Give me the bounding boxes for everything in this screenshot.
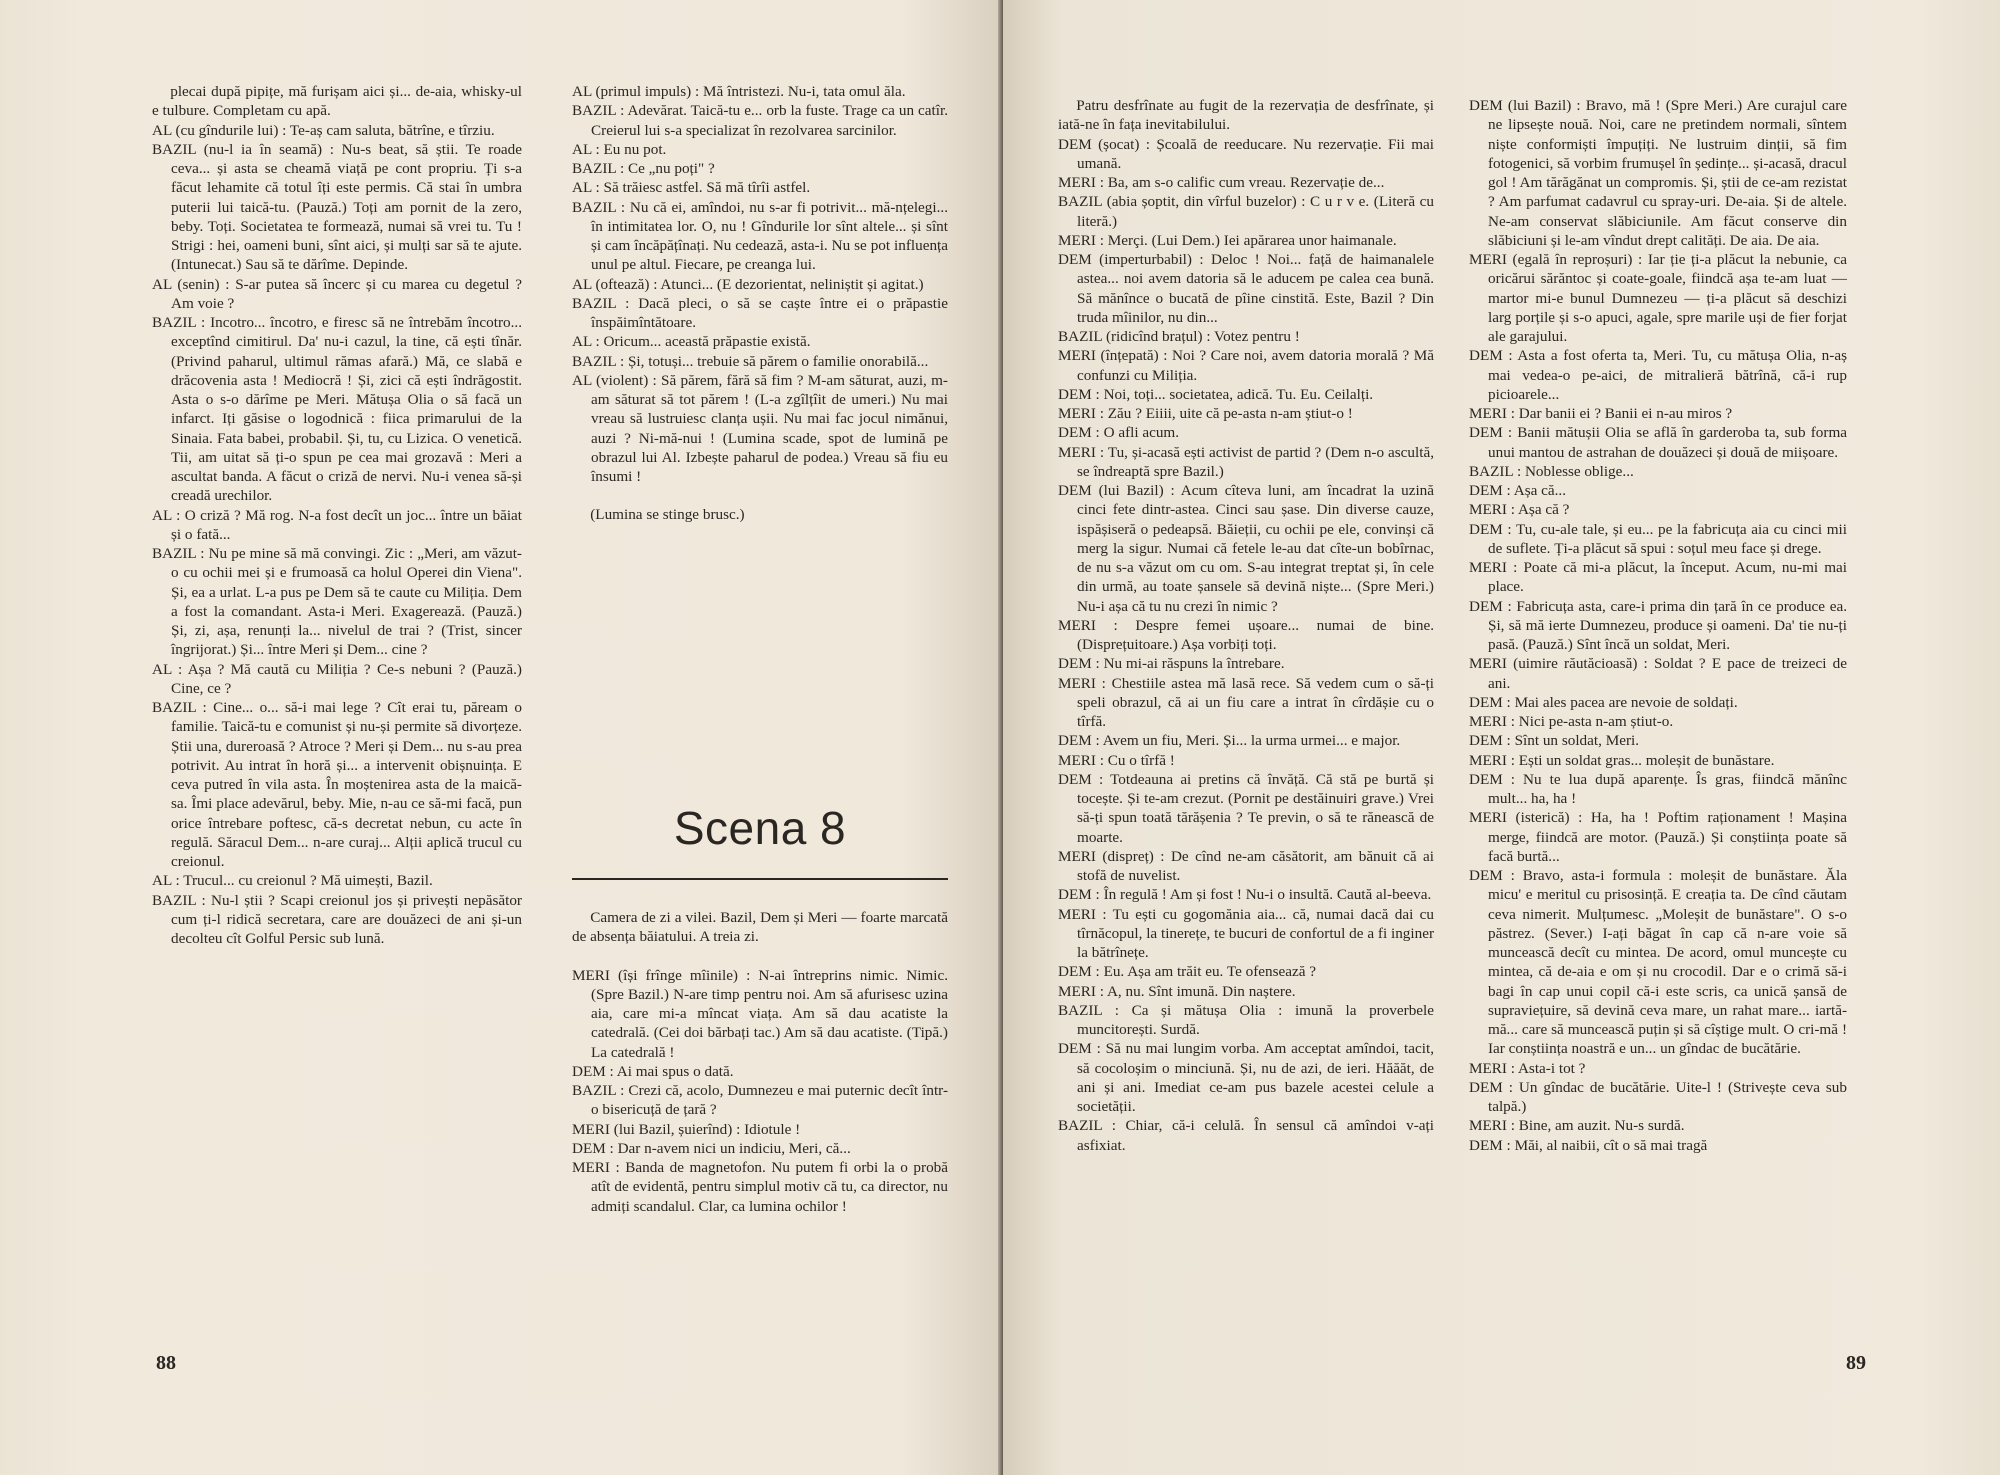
scene-rule xyxy=(572,878,948,880)
paragraph: Patru desfrînate au fugit de la rezervația de desfrînate, și iată-ne în fața inevitabilului. xyxy=(1058,97,1434,134)
paragraph: AL : O criză ? Mă rog. N-a fost decît un joc... între un băiat și o fată... xyxy=(152,506,522,543)
paragraph: DEM : Bravo, asta-i formula : moleșit de bunăstare. Ăla micu' e meritul cu prisosință. E creația ta. De cînd căutam ceva nimerit. Mulțumesc. „Moleșit de bunăstare". O s-o păstrez. (Sever.) I-ați băgat în cap că n-are voie să muncească decît cu mintea. De acord, omul muncește cu mintea, că de-aia e om și nu crocodil. Dar e o crimă să-i bagi în cap unui copil că-i este scris, ca unică șansă de supraviețuire, să devină ceva mare, un rahat mare... iartă-mă... care să muncească puțin și să cîștige mult. O cri-mă ! Iar conștiința noastră e un... un gîndac de bucătărie. xyxy=(1469,867,1847,1058)
paragraph: MERI (dispreț) : De cînd ne-am căsătorit, am bănuit că ai stofă de nuvelist. xyxy=(1058,847,1434,884)
paragraph: MERI : Așa că ? xyxy=(1469,501,1570,519)
paragraph: MERI : Merçi. (Lui Dem.) Iei apărarea unor haimanale. xyxy=(1058,231,1397,249)
paragraph: plecai după pipițe, mă furișam aici și... de-aia, whisky-ul e tulbure. Completam cu apă. xyxy=(152,83,522,120)
paragraph: BAZIL : Nu pe mine să mă convingi. Zic : „Meri, am văzut-o cu ochii mei și e frumoasă ca holul Operei din Viena". Și, ea a urlat. L-a pus pe Dem să te caute cu Miliția. Dem a fost la comandant. Asta-i Meri. Exagerează. (Pauză.) Și, zi, așa, renunți la... nivelul de trai ? (Trist, sincer îngrijorat.) Și... între Meri și Dem... cine ? xyxy=(152,545,522,659)
paragraph: MERI (își frînge mîinile) : N-ai întreprins nimic. Nimic. (Spre Bazil.) N-are timp pentru noi. Am să afurisesc uzina aia, care mi-a mîncat viața. Am să dau acatiste la catedrală. (Cei doi bărbați tac.) Am să dau acatiste. (Tipă.) La catedrală ! xyxy=(572,966,948,1061)
page-number-right: 89 xyxy=(1846,1352,1866,1374)
paragraph: AL : Eu nu pot. xyxy=(572,140,667,158)
paragraph: DEM : Măi, al naibii, cît o să mai tragă xyxy=(1469,1136,1708,1154)
paragraph: DEM (imperturbabil) : Deloc ! Noi... față de haimanalele astea... noi avem datoria să le aducem pe calea cea bună. Să mănînce o bucată de pîine cinstită. Este, Bazil ? Din truda mîinilor, nu din... xyxy=(1058,251,1434,326)
paragraph: MERI : Cu o tîrfă ! xyxy=(1058,751,1175,769)
paragraph: DEM : Ai mai spus o dată. xyxy=(572,1062,734,1080)
scene-title: Scena 8 xyxy=(673,802,847,854)
paragraph: MERI : Bine, am auzit. Nu-s surdă. xyxy=(1469,1117,1685,1135)
paragraph: AL : Oricum... această prăpastie există. xyxy=(572,333,811,351)
paragraph: BAZIL : Crezi că, acolo, Dumnezeu e mai puternic decît într-o bisericuță de țară ? xyxy=(572,1082,948,1119)
page-number-left: 88 xyxy=(156,1352,176,1374)
paragraph: DEM : Noi, toți... societatea, adică. Tu. Eu. Ceilalți. xyxy=(1058,385,1374,403)
left-text-column-2-lower xyxy=(572,908,948,1216)
paragraph: DEM : Sînt un soldat, Meri. xyxy=(1469,732,1640,750)
paragraph: DEM : Banii mătușii Olia se află în garderoba ta, sub forma unui mantou de astrahan de douăzeci și două de miișoare. xyxy=(1469,424,1847,461)
paragraph: MERI (lui Bazil, șuierînd) : Idiotule ! xyxy=(572,1120,801,1138)
paragraph: MERI : Ești un soldat gras... moleșit de bunăstare. xyxy=(1469,751,1775,769)
left-text-column-2 xyxy=(572,82,948,525)
paragraph: BAZIL : Noblesse oblige... xyxy=(1469,462,1634,480)
paragraph: MERI : Poate că mi-a plăcut, la început. Acum, nu-mi mai place. xyxy=(1469,559,1847,596)
paragraph: AL (cu gîndurile lui) : Te-aș cam saluta, bătrîne, e tîrziu. xyxy=(152,121,495,139)
paragraph: BAZIL : Ca și mătușa Olia : imună la proverbele muncitorești. Surdă. xyxy=(1058,1001,1434,1038)
paragraph: DEM : Să nu mai lungim vorba. Am acceptat amîndoi, tacit, să cocoloșim o minciună. Și, nu de azi, de ieri. Hăăăt, de ani și ani. Imediat ce-am pus bazele acestei celule a societății. xyxy=(1058,1040,1434,1115)
paragraph: AL (senin) : S-ar putea să încerc și cu marea cu degetul ? Am voie ? xyxy=(152,275,522,312)
paragraph: MERI : Tu, și-acasă ești activist de partid ? (Dem n-o ascultă, se îndreaptă spre Bazil.) xyxy=(1058,443,1434,480)
paragraph: DEM : Fabricuța asta, care-i prima din țară în ce produce ea. Și, să mă ierte Dumnezeu, produce și oameni. Da' tie nu-ți pasă. (Pauză.) Sînt încă un soldat, Meri. xyxy=(1469,597,1847,653)
paragraph: MERI : Tu ești cu gogomănia aia... că, numai dacă dai cu tîrnăcopul, la tinerețe, te bucuri de confortul de a fi inginer la bătrînețe. xyxy=(1058,905,1434,961)
paragraph: MERI : Ba, am s-o calific cum vreau. Rezervație de... xyxy=(1058,174,1385,191)
paragraph: BAZIL (ridicînd brațul) : Votez pentru ! xyxy=(1058,328,1300,345)
paragraph: BAZIL : Ce „nu poți" ? xyxy=(572,160,715,177)
right-page xyxy=(1003,0,2000,1475)
paragraph: DEM : Eu. Așa am trăit eu. Te ofensează ? xyxy=(1058,963,1317,981)
paragraph: DEM : Totdeauna ai pretins că învăță. Că stă pe burtă și tocește. Și te-am crezut. (Pornit pe destăinuiri grave.) Vrei să-ți spun toată tărășenia ? Te previn, o să te rănească de moarte. xyxy=(1058,770,1434,846)
paragraph: AL : Trucul... cu creionul ? Mă uimești, Bazil. xyxy=(152,872,433,890)
paragraph: MERI (egală în reproșuri) : Iar ție ți-a plăcut la nebunie, ca oricărui sărăntoc și coate-goale, fiindcă așa te-am luat — martor mi-e bunul Dumnezeu — ți-a plăcut să deschizi larg porțile și s-o apuci, agale, spre marile uși de fier forjat ale garajului. xyxy=(1469,251,1847,345)
paragraph: AL (primul impuls) : Mă întristezi. Nu-i, tata omul ăla. xyxy=(572,83,906,100)
paragraph: BAZIL : Nu că ei, amîndoi, nu s-ar fi potrivit... mă-nțelegi... în intimitatea lor. O, nu ! Gîndurile lor sînt altele... și sînt și cam încăpățînați. Nu cedează, asta-i. Nu se pot influența unul pe altul. Fiecare, pe creanga lui. xyxy=(572,198,948,274)
paragraph: BAZIL : Chiar, că-i celulă. În sensul că amîndoi v-ați asfixiat. xyxy=(1058,1117,1434,1154)
paragraph: (Lumina se stinge brusc.) xyxy=(590,506,745,524)
paragraph: MERI : Banda de magnetofon. Nu putem fi orbi la o probă atît de evidentă, pentru simplul motiv că tu, ca director, nu admiți scandalul. Clar, ca lumina ochilor ! xyxy=(572,1159,948,1215)
paragraph: DEM : Un gîndac de bucătărie. Uite-l ! (Strivește ceva sub talpă.) xyxy=(1469,1078,1847,1115)
paragraph: MERI : Asta-i tot ? xyxy=(1469,1059,1586,1077)
paragraph: DEM (șocat) : Școală de reeducare. Nu rezervație. Fii mai umană. xyxy=(1058,135,1434,172)
paragraph: BAZIL : Nu-l știi ? Scapi creionul jos și privești nepăsător cum ți-l ridică secretara, care are douăzeci de ani și-un decolteu cît Golful Persic sub lună. xyxy=(152,891,522,947)
right-text-column-2 xyxy=(1469,96,1847,1155)
paragraph: MERI : Zău ? Eiiii, uite că pe-asta n-am știut-o ! xyxy=(1058,405,1353,422)
paragraph: DEM : Nu te lua după aparențe. Îs gras, fiindcă mănînc mult... ha, ha ! xyxy=(1469,770,1847,807)
paragraph: BAZIL : Dacă pleci, o să se caște între ei o prăpastie înspăimîntătoare. xyxy=(572,294,948,331)
paragraph: MERI : Chestiile astea mă lasă rece. Să vedem cum o să-ți speli obrazul, că ai un fiu care a intrat în cîrdășie cu o tîrfă. xyxy=(1058,674,1434,730)
paragraph: DEM (lui Bazil) : Bravo, mă ! (Spre Meri.) Are curajul care ne lipsește nouă. Noi, care ne pretindem normali, sîntem niște conformiști împuțiți. Ne lustruim dinții, să fim fotogenici, să vorbim frumușel în ședințe... și-acasă, dracul gol ! Am tărăgănat un compromis. Și, știi de ce-am rezistat ? Am parfumat cadavrul cu spray-uri. De-aia. Și de altele. Ne-am conservat slăbiciunile. Am făcut conserve din slăbiciuni și le-am vîndut drept calități. De aia. De aia. xyxy=(1469,97,1847,249)
paragraph: AL (oftează) : Atunci... (E dezorientat, neliniștit și agitat.) xyxy=(572,275,924,293)
paragraph: AL : Să trăiesc astfel. Să mă tîrîi astfel. xyxy=(572,179,811,197)
paragraph: DEM : Mai ales pacea are nevoie de soldați. xyxy=(1469,693,1738,711)
paragraph: BAZIL : Adevărat. Taică-tu e... orb la fuste. Trage ca un catîr. Creierul lui s-a specializat în rezolvarea sarcinilor. xyxy=(572,102,948,139)
paragraph: DEM : Avem un fiu, Meri. Și... la urma urmei... e major. xyxy=(1058,732,1401,750)
paragraph: MERI (uimire răutăcioasă) : Soldat ? E pace de treizeci de ani. xyxy=(1469,655,1847,692)
paragraph: DEM : Tu, cu-ale tale, și eu... pe la fabricuța aia cu cinci mii de suflete. Ți-a plăcut să spui : soțul meu face și drege. xyxy=(1469,520,1847,557)
paragraph: BAZIL : Și, totuși... trebuie să părem o familie onorabilă... xyxy=(572,352,929,370)
spacer xyxy=(572,947,948,966)
paragraph: BAZIL : Incotro... încotro, e firesc să ne întrebăm încotro... exceptînd cimitirul. Da' nu-i cazul, la tine, că ești tînăr. (Privind paharul, ultimul rămas afară.) Mă, ce slabă e drăcovenia asta ! Mediocră ! Și, zici că ești îndrăgostit. Asta o s-o dărîme pe Meri. Mătușa Olia o să facă un infarct. Iți găsise o logodnică : fiica primarului de la Sinaia. Fata babei, probabil. Și, tu, cu Lizica. O venetică. Tii, am uitat să ți-o spun pe cea mai grozavă : Meri a ascultat banda. A făcut o criză de nervi. Nu-i venea să-și creadă urechilor. xyxy=(152,314,522,505)
paragraph: BAZIL : Cine... o... să-i mai lege ? Cît erai tu, păream o familie. Taică-tu e comunist și nu-și permite să divorțeze. Știi una, dureroasă ? Atroce ? Meri și Dem... nu s-au prea potrivit. Au intrat în horă și... a intervenit obișnuința. E ceva putred în vila asta. În moștenirea asta de la maică-sa. Îmi place adevărul, beby. Mie, n-au ce să-mi facă, pun orice întrebare poftesc, că-s decretat nebun, cu acte în regulă. Săracul Dem... n-are curaj... Alții aplică trucul cu creionul. xyxy=(152,699,522,870)
paragraph: AL : Așa ? Mă caută cu Miliția ? Ce-s nebuni ? (Pauză.) Cine, ce ? xyxy=(152,660,522,697)
paragraph: DEM : Așa că... xyxy=(1469,482,1567,499)
paragraph: MERI : A, nu. Sînt imună. Din naștere. xyxy=(1058,982,1296,1000)
paragraph: DEM : Asta a fost oferta ta, Meri. Tu, cu mătușa Olia, n-aș mai vedea-o pe-aici, de mitralieră bătrînă, că-i rup picioarele... xyxy=(1469,347,1847,403)
paragraph: MERI (isterică) : Ha, ha ! Poftim raționament ! Mașina merge, fiindcă are motor. (Pauză.) Și conștiința poate să facă burtă... xyxy=(1469,809,1847,865)
paragraph: DEM : Dar n-avem nici un indiciu, Meri, că... xyxy=(572,1139,851,1157)
paragraph: AL (violent) : Să părem, fără să fim ? M-am săturat, auzi, m-am săturat să tot părem ! (L-a zgîlțîit de umeri.) Nu mai vreau să lustruiesc clanța ușii. Nu mai fac jocul nimănui, auzi ? Ni-mă-nui ! (Lumina scade, spot de lumină pe obrazul lui Al. Izbește paharul de podea.) Vreau să fiu eu însumi ! xyxy=(572,371,948,485)
paragraph: MERI : Despre femei ușoare... numai de bine. (Disprețuitoare.) Așa vorbiți toți. xyxy=(1058,616,1434,653)
paragraph: MERI : Nici pe-asta n-am știut-o. xyxy=(1469,713,1674,730)
left-text-column-1 xyxy=(152,82,522,948)
paragraph: DEM : O afli acum. xyxy=(1058,424,1180,442)
paragraph: DEM : În regulă ! Am și fost ! Nu-i o insultă. Caută al-beeva. xyxy=(1058,886,1432,904)
paragraph: BAZIL (abia șoptit, din vîrful buzelor) : C u r v e. (Literă cu literă.) xyxy=(1058,193,1434,230)
paragraph: Camera de zi a vilei. Bazil, Dem și Meri — foarte marcată de absența băiatului. A treia zi. xyxy=(572,909,948,946)
paragraph: MERI : Dar banii ei ? Banii ei n-au miros ? xyxy=(1469,405,1733,422)
scene-heading xyxy=(572,796,948,880)
paragraph: MERI (înțepată) : Noi ? Care noi, avem datoria morală ? Mă confunzi cu Miliția. xyxy=(1058,347,1434,384)
paragraph: DEM (lui Bazil) : Acum cîteva luni, am încadrat la uzină cinci fete dintr-astea. Cinci sau șase. Din diverse cauze, ispășiseră o pedeapsă. Băieții, cu ochii pe ele, convinși că merg la sigur. Numai că fetele le-au dat cîte-un bobîrnac, de nu s-a văzut om cu om. S-au integrat treptat și, în cele din urmă, au toate șansele să devină niște... (Spre Meri.) Nu-i așa că tu nu crezi în nimic ? xyxy=(1058,482,1434,615)
paragraph: BAZIL (nu-l ia în seamă) : Nu-s beat, să știi. Te roade ceva... și asta se cheamă viață pe cont propriu. Ți s-a făcut lehamite că totul îți este permis. Că stai în umbra puterii lui taică-tu. (Pauză.) Toți am pornit de la zero, beby. Toți. Societatea te formează, numai să vrei tu. Tu ! Strigi : hei, oameni buni, sînt aici, și mulți sar să te ajute. (Intunecat.) Sau să te dărîme. Depinde. xyxy=(152,140,522,274)
spacer xyxy=(572,486,948,505)
right-text-column-1 xyxy=(1058,96,1434,1155)
paragraph: DEM : Nu mi-ai răspuns la întrebare. xyxy=(1058,655,1285,673)
